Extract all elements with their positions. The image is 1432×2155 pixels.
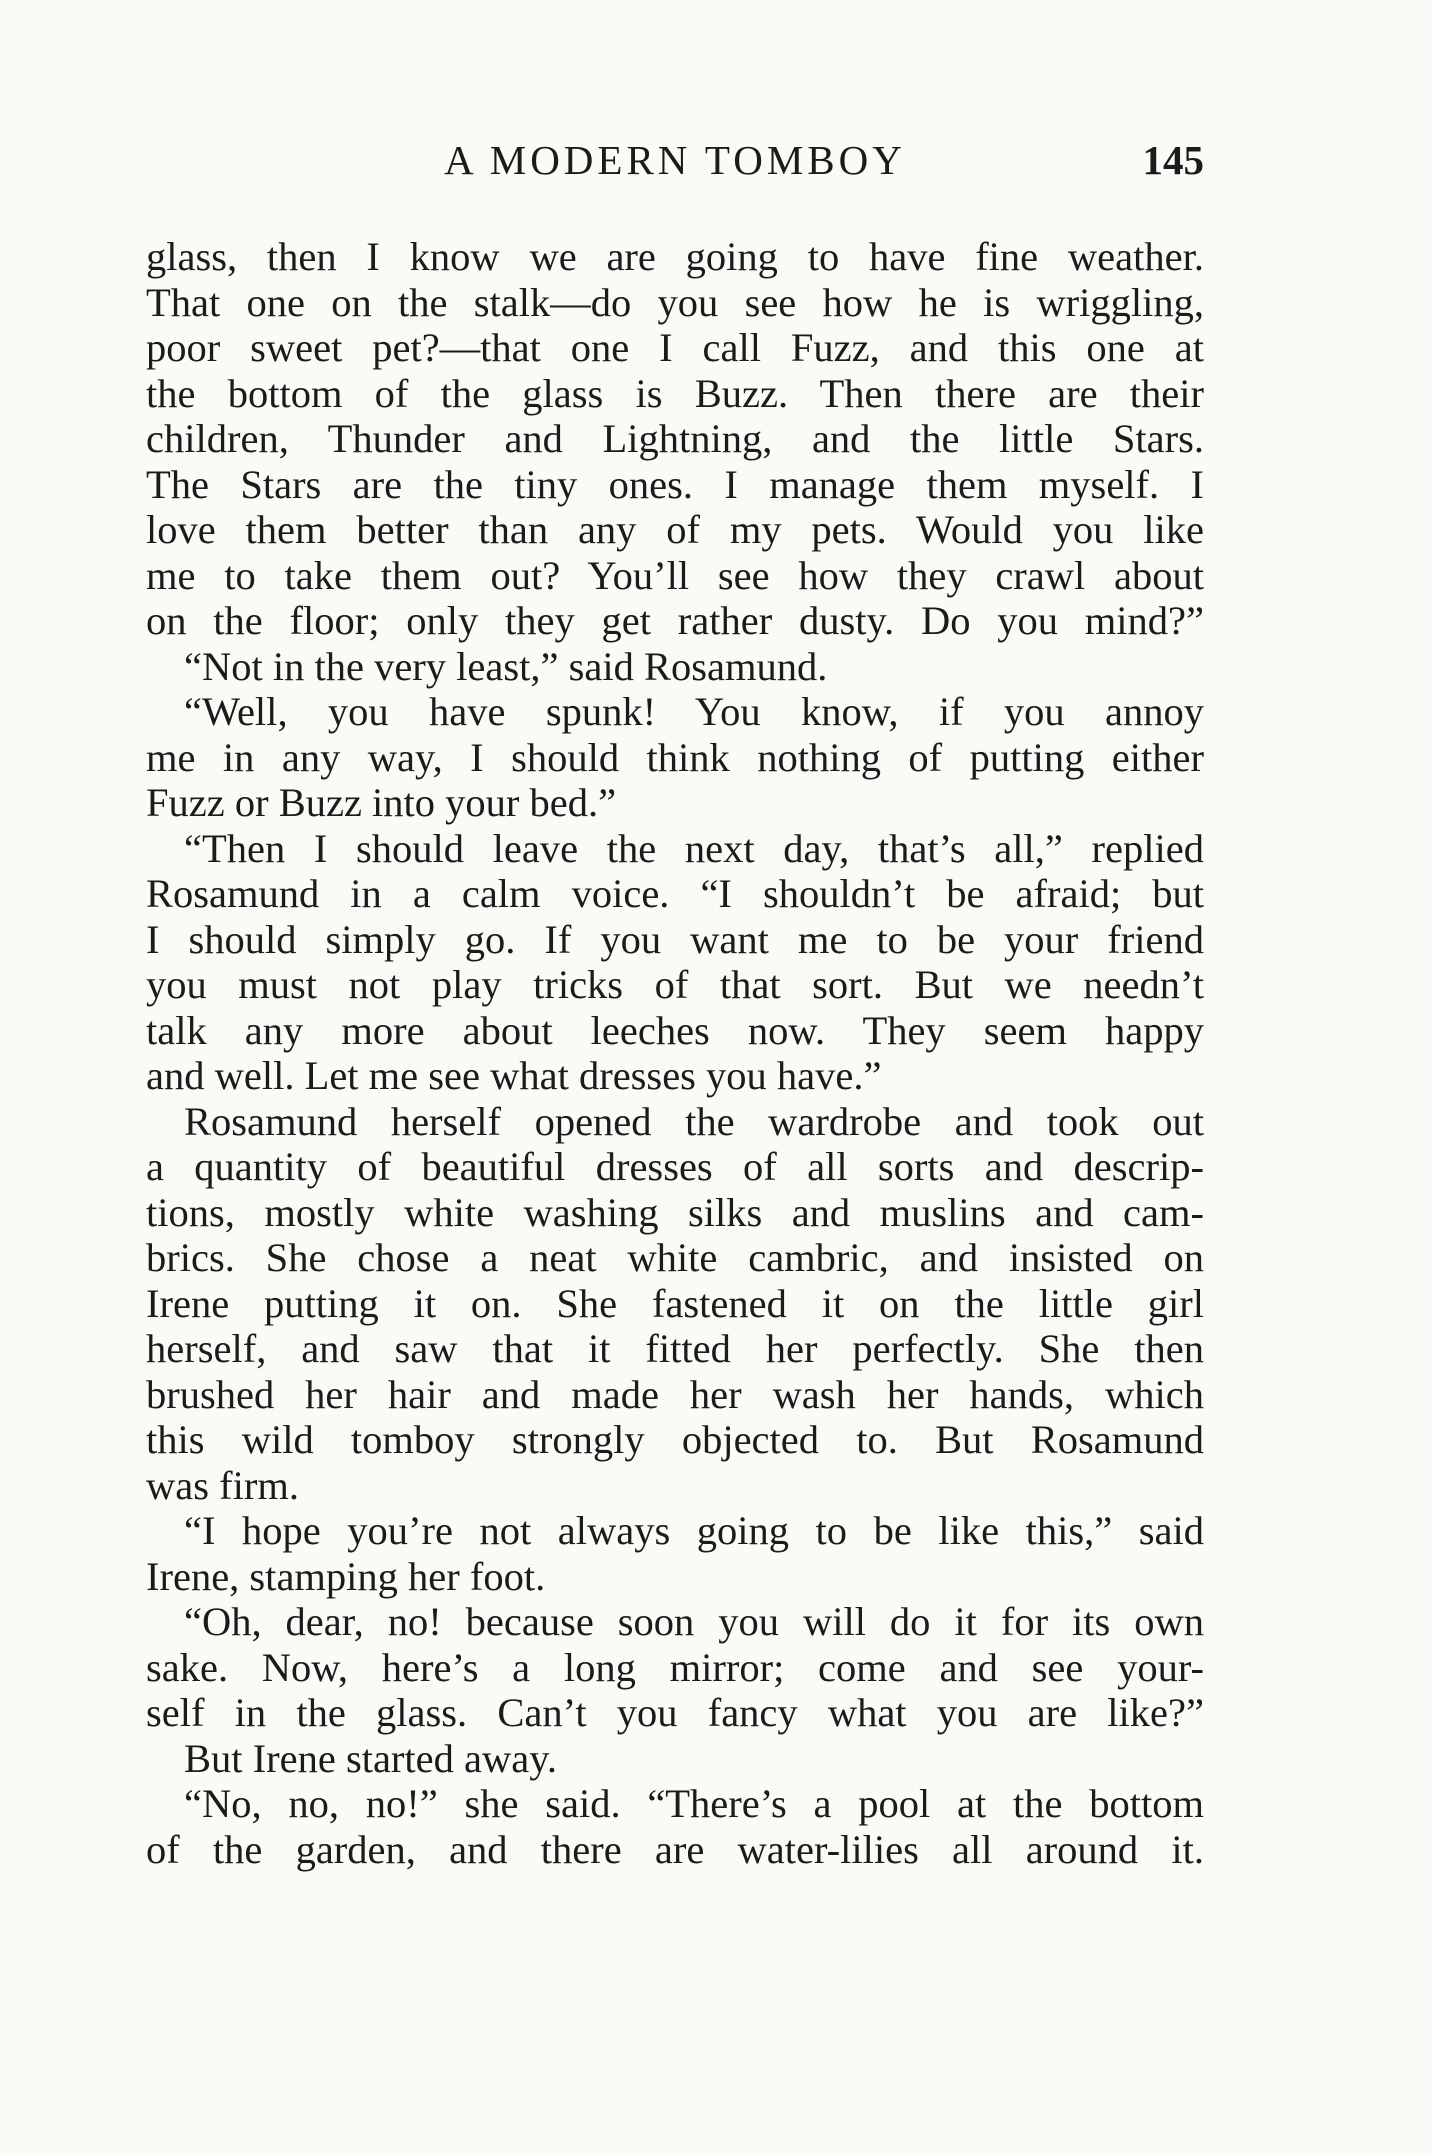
text-line: on the floor; only they get rather dusty. Do you mind?” [146, 598, 1204, 643]
text-line: love them better than any of my pets. Would you like [146, 507, 1204, 552]
text-line: “No, no, no!” she said. “There’s a pool at the bottom [184, 1781, 1204, 1826]
text-line: a quantity of beautiful dresses of all sorts and descrip- [146, 1144, 1204, 1189]
text-line: sake. Now, here’s a long mirror; come and see your- [146, 1644, 1204, 1690]
text-line: was firm. [146, 1462, 299, 1508]
text-line: That one on the stalk—do you see how he is wriggling, [146, 279, 1204, 325]
text-line: The Stars are the tiny ones. I manage them myself. I [146, 461, 1204, 507]
text-line: self in the glass. Can’t you fancy what you are like?” [146, 1690, 1204, 1735]
text-line: “Oh, dear, no! because soon you will do it for its own [184, 1599, 1204, 1644]
text-line: of the garden, and there are water-lilies all around it. [146, 1826, 1204, 1872]
text-line: brics. She chose a neat white cambric, and insisted on [146, 1235, 1204, 1280]
text-line: me to take them out? You’ll see how they crawl about [146, 552, 1204, 598]
text-line: “Well, you have spunk! You know, if you annoy [184, 689, 1204, 734]
text-line: “Not in the very least,” said Rosamund. [184, 643, 828, 689]
text-line: Rosamund herself opened the wardrobe and took out [184, 1098, 1204, 1144]
text-line: Irene putting it on. She fastened it on the little girl [146, 1280, 1204, 1326]
text-line: tions, mostly white washing silks and muslins and cam- [146, 1189, 1204, 1235]
text-line: Irene, stamping her foot. [146, 1553, 546, 1599]
text-line: I should simply go. If you want me to be your friend [146, 916, 1204, 962]
text-line: me in any way, I should think nothing of putting either [146, 734, 1204, 780]
page-number: 145 [1142, 137, 1204, 183]
text-line: children, Thunder and Lightning, and the little Stars. [146, 416, 1204, 461]
text-line: herself, and saw that it fitted her perfectly. She then [146, 1326, 1204, 1371]
text-line: “Then I should leave the next day, that’s all,” replied [184, 825, 1204, 871]
text-line: the bottom of the glass is Buzz. Then there are their [146, 370, 1204, 416]
text-line: this wild tomboy strongly objected to. But Rosamund [146, 1417, 1204, 1462]
body-text [146, 234, 1204, 1872]
text-line: you must not play tricks of that sort. But we needn’t [146, 962, 1204, 1007]
text-line: talk any more about leeches now. They seem happy [146, 1007, 1204, 1053]
text-line: “I hope you’re not always going to be like this,” said [184, 1508, 1204, 1553]
text-line: But Irene started away. [184, 1735, 557, 1781]
text-line: poor sweet pet?—that one I call Fuzz, and this one at [146, 325, 1204, 370]
text-line: glass, then I know we are going to have fine weather. [146, 234, 1204, 279]
running-title: A MODERN TOMBOY [444, 137, 906, 183]
text-line: brushed her hair and made her wash her hands, which [146, 1371, 1204, 1417]
text-line: Rosamund in a calm voice. “I shouldn’t be afraid; but [146, 871, 1204, 916]
text-line: and well. Let me see what dresses you have.” [146, 1053, 882, 1098]
page-header [146, 130, 1204, 190]
text-line: Fuzz or Buzz into your bed.” [146, 780, 617, 825]
